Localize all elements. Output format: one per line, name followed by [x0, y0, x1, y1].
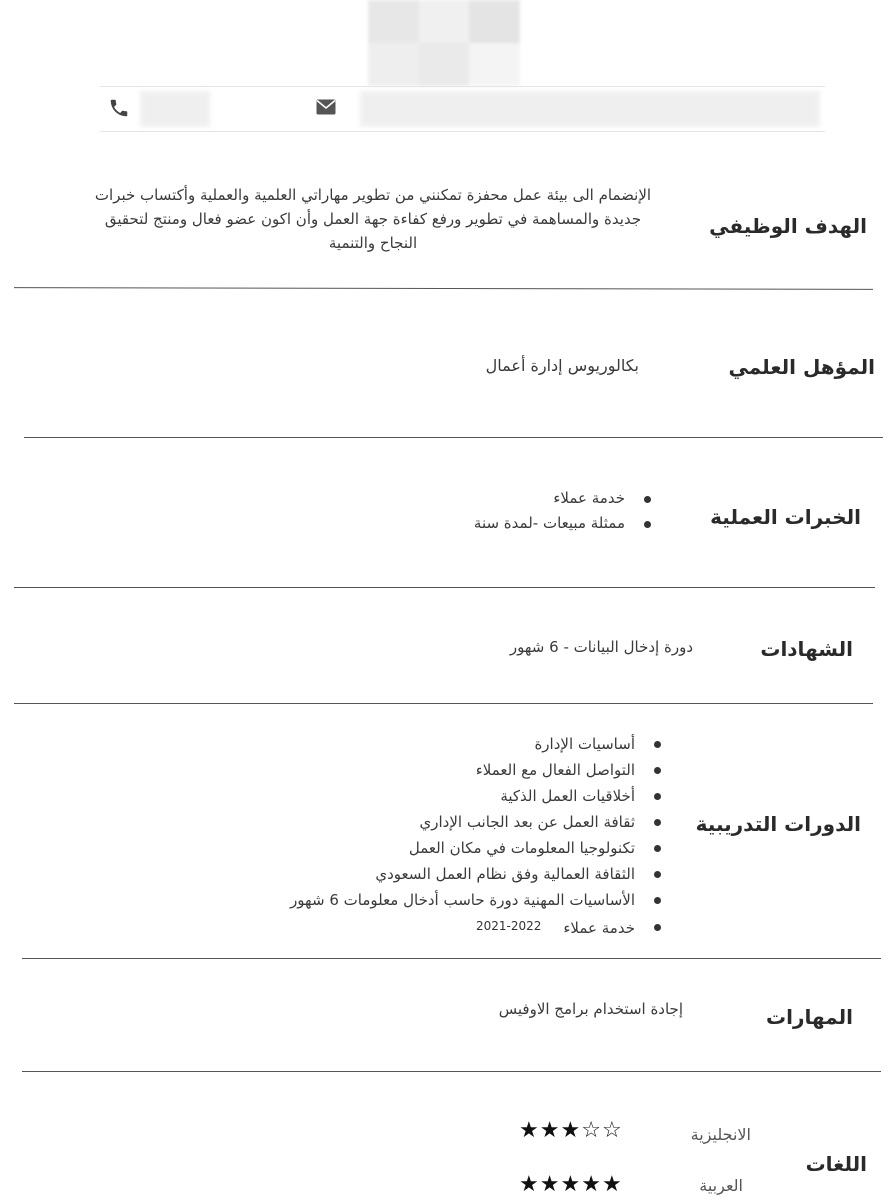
language-name-english: الانجليزية [690, 1125, 751, 1144]
section-divider [14, 587, 875, 588]
courses-list [290, 731, 665, 941]
qualification-heading: المؤهل العلمي [728, 355, 875, 379]
list-item: ممثلة مبيعات -لمدة سنة [474, 511, 655, 536]
list-item: تكنولوجيا المعلومات في مكان العمل [290, 835, 665, 861]
star-filled-icon: ★ [539, 1172, 561, 1197]
email-redacted [360, 91, 820, 127]
list-item: خدمة عملاء [474, 486, 655, 511]
star-filled-icon: ★ [581, 1172, 602, 1197]
star-filled-icon: ★ [519, 1118, 540, 1143]
courses-heading: الدورات التدريبية [695, 812, 861, 836]
list-item: أخلاقيات العمل الذكية [290, 783, 665, 809]
phone-icon [108, 97, 130, 119]
envelope-icon [316, 99, 336, 115]
list-item: ثقافة العمل عن بعد الجانب الإداري [290, 809, 665, 835]
experience-list [474, 486, 655, 536]
list-item [290, 913, 665, 941]
course-date: 2021-2022 [475, 919, 542, 933]
objective-text: الإنضمام الى بيئة عمل محفزة تمكنني من تطوير مهاراتي العلمية والعملية وأكتساب خبرات جديدة والمساهمة في تطوير ورفع كفاءة جهة العمل وأن اكون عضو فعال ومنتج لتحقيق النجاح والتنمية [94, 186, 652, 252]
course-label: خدمة عملاء [563, 919, 635, 937]
section-divider [14, 287, 873, 290]
objective-heading: الهدف الوظيفي [709, 214, 867, 238]
star-filled-icon: ★ [560, 1172, 582, 1197]
language-name-arabic: العربية [699, 1176, 743, 1195]
qualification-text: بكالوريوس إدارة أعمال [485, 356, 639, 375]
star-empty-icon: ☆ [581, 1118, 602, 1143]
section-divider [22, 958, 881, 959]
list-item: أساسيات الإدارة [290, 731, 665, 757]
list-item: التواصل الفعال مع العملاء [290, 757, 665, 783]
rating-stars-arabic [519, 1172, 623, 1197]
skills-heading: المهارات [766, 1005, 853, 1029]
skills-text: إجادة استخدام برامج الاوفيس [498, 1000, 683, 1018]
profile-photo-blurred [368, 0, 520, 86]
languages-heading: اللغات [805, 1152, 867, 1176]
star-filled-icon: ★ [539, 1118, 561, 1143]
star-filled-icon: ★ [560, 1118, 582, 1143]
star-filled-icon: ★ [601, 1172, 623, 1197]
certificates-text: دورة إدخال البيانات - 6 شهور [509, 638, 693, 656]
certificates-heading: الشهادات [760, 637, 853, 661]
phone-redacted [140, 91, 210, 127]
star-filled-icon: ★ [519, 1172, 540, 1197]
rating-stars-english [519, 1118, 623, 1143]
star-empty-icon: ☆ [601, 1118, 623, 1143]
section-divider [24, 437, 883, 438]
experience-heading: الخبرات العملية [710, 505, 861, 529]
list-item: الثقافة العمالية وفق نظام العمل السعودي [290, 861, 665, 887]
list-item: الأساسيات المهنية دورة حاسب أدخال معلومات 6 شهور [290, 887, 665, 913]
section-divider [14, 703, 873, 704]
section-divider [22, 1071, 881, 1072]
contact-bar [100, 86, 825, 132]
